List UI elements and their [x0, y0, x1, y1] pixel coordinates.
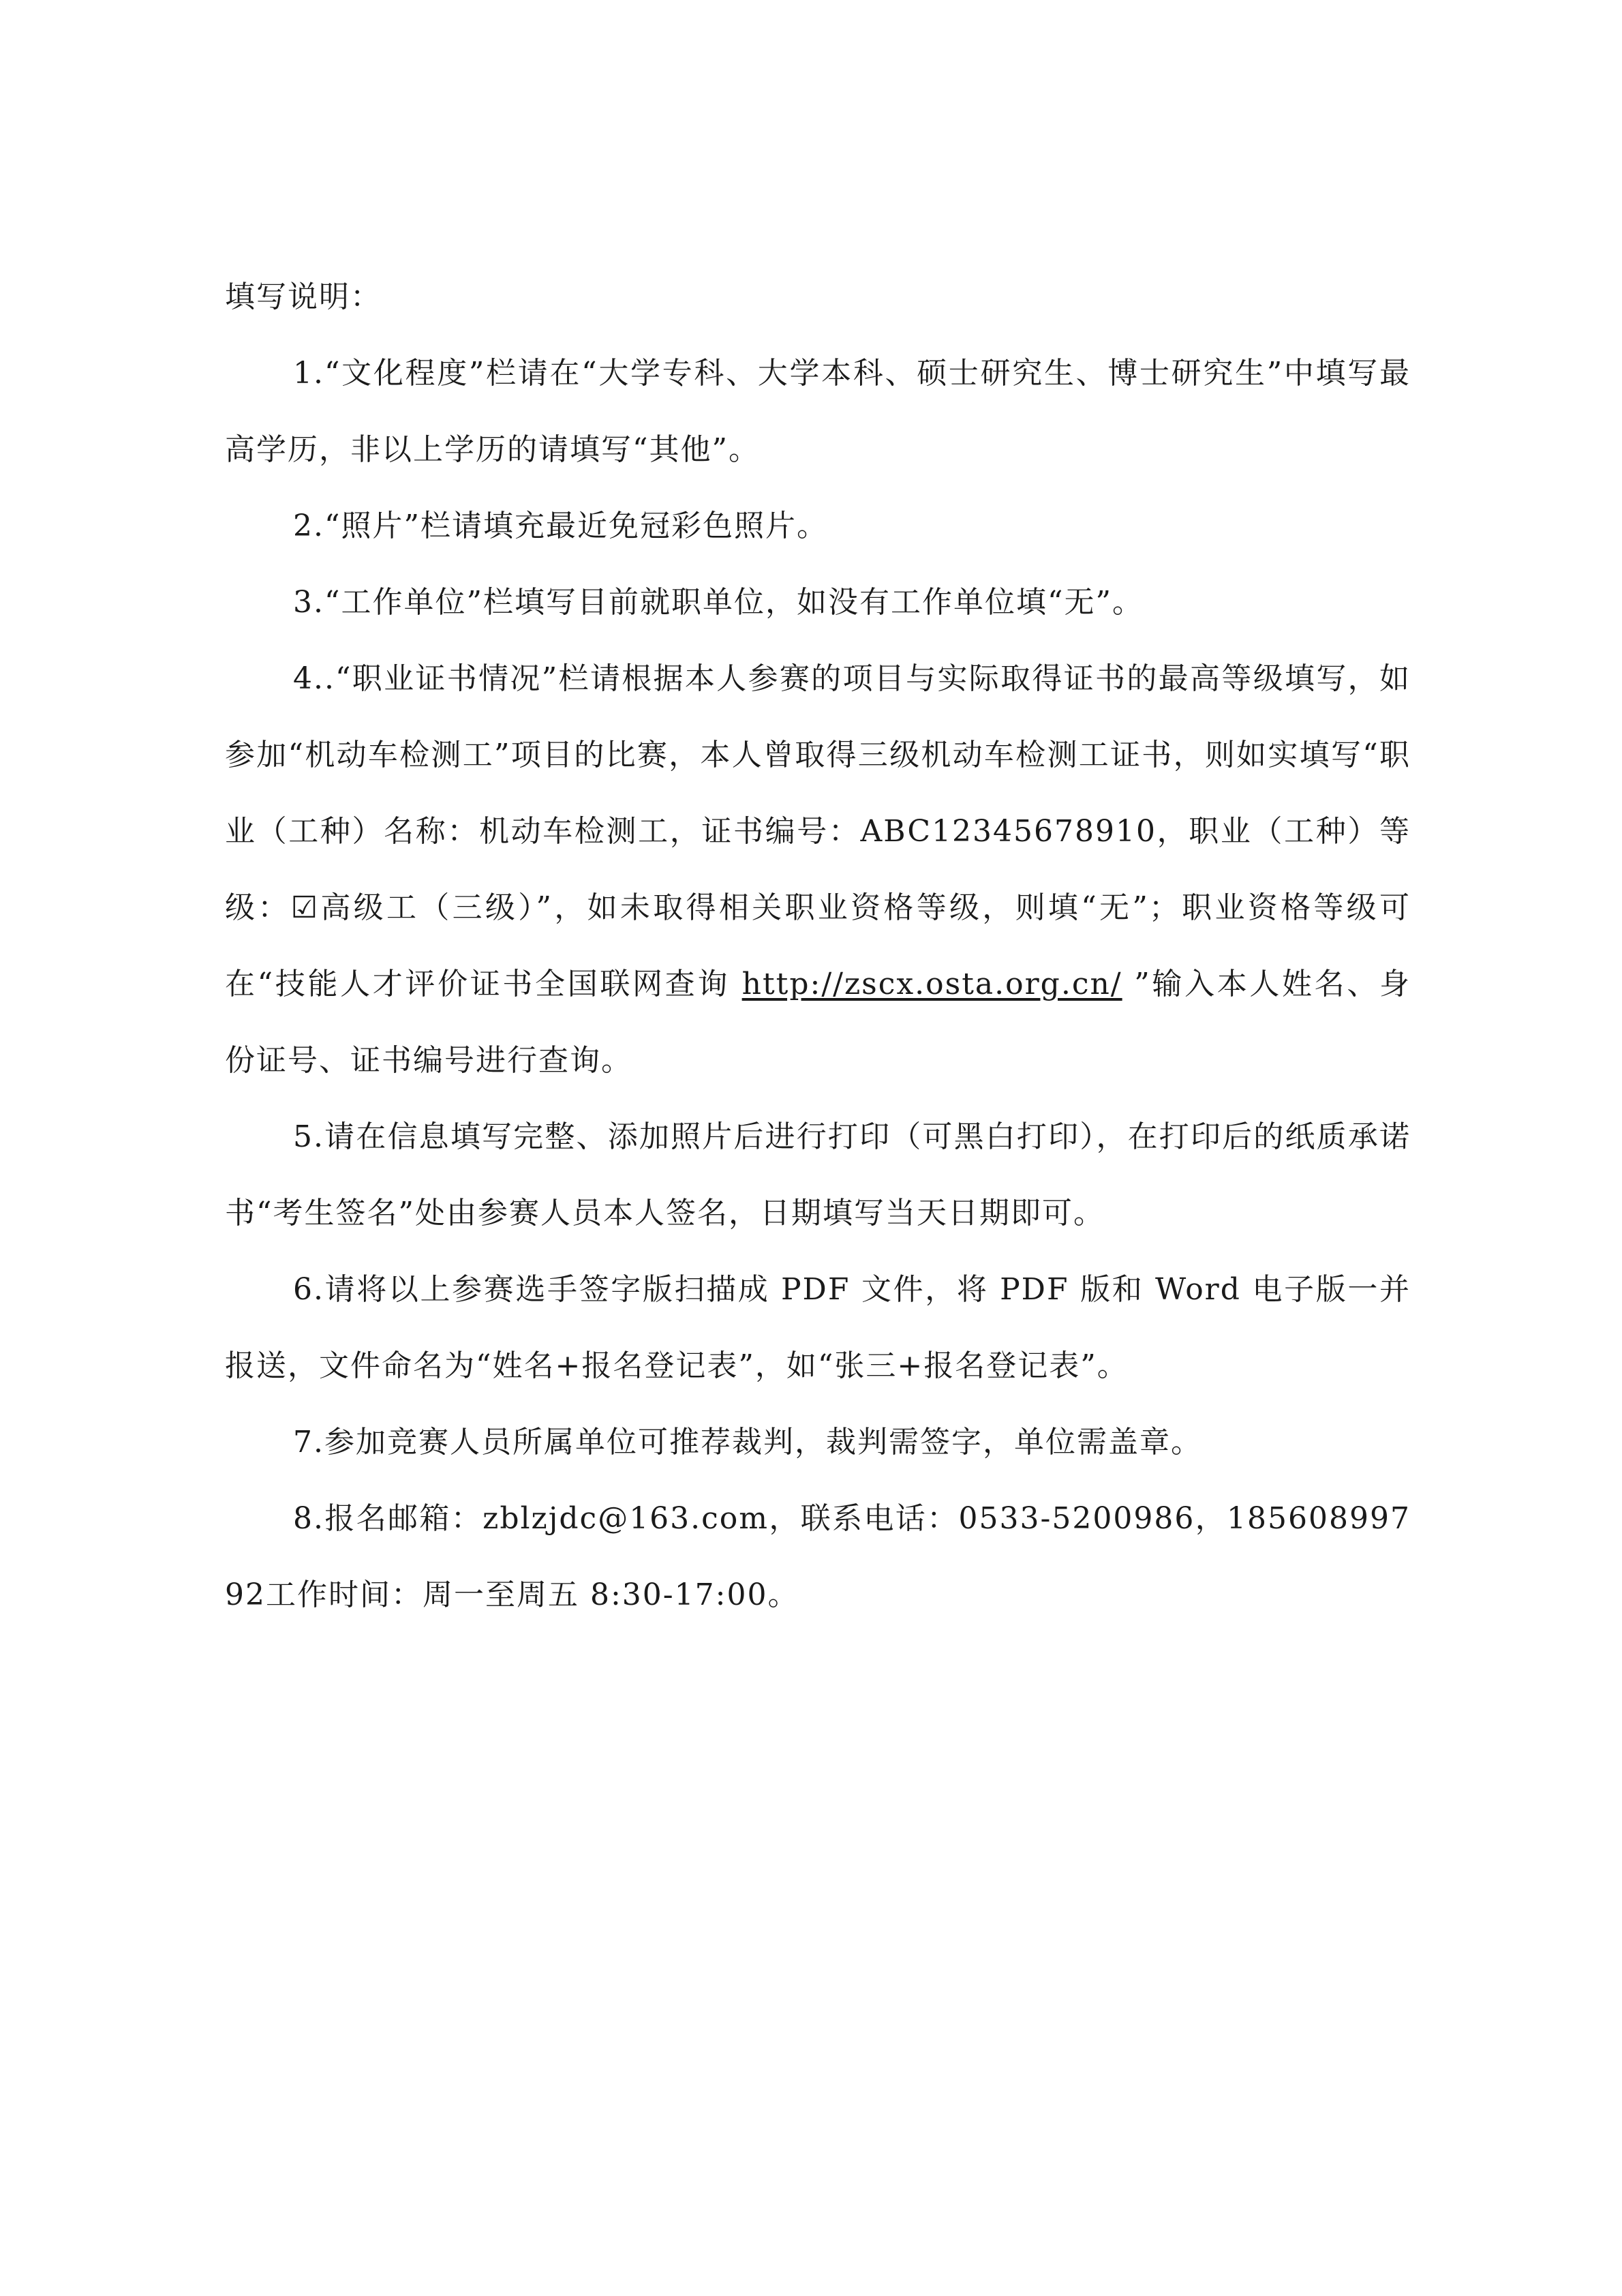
instruction-item-6: 6.请将以上参赛选手签字版扫描成 PDF 文件，将 PDF 版和 Word 电子版一并报送，文件命名为“姓名+报名登记表”，如“张三+报名登记表”。 — [225, 1272, 1411, 1383]
osta-query-link[interactable]: http://zscx.osta.org.cn/ — [741, 967, 1122, 1001]
instruction-item-5: 5.请在信息填写完整、添加照片后进行打印（可黑白打印），在打印后的纸质承诺书“考生签名”处由参赛人员本人签名，日期填写当天日期即可。 — [225, 1119, 1411, 1230]
instructions-section — [225, 259, 1411, 1633]
instruction-item-8: 8.报名邮箱：zblzjdc@163.com，联系电话：0533-5200986，18560899792工作时间：周一至周五 8:30-17:00。 — [225, 1501, 1411, 1612]
instruction-item-4-text-a: 4..“职业证书情况”栏请根据本人参赛的项目与实际取得证书的最高等级填写，如参加“机动车检测工”项目的比赛，本人曾取得三级机动车检测工证书，则如实填写“职业（工种）名称：机动车检测工，证书编号：ABC12345678910，职业（工种）等级：☑高级工（三级）”，如未取得相关职业资格等级，则填“无”；职业资格等级可在“技能人才评价证书全国联网查询 — [225, 661, 1411, 1001]
instruction-item-7: 7.参加竞赛人员所属单位可推荐裁判，裁判需签字，单位需盖章。 — [293, 1425, 1202, 1460]
instruction-item-4-text-b: ”输入本人姓名、身份证号、证书编号进行查询。 — [225, 967, 1411, 1078]
instruction-item-2: 2.“照片”栏请填充最近免冠彩色照片。 — [293, 509, 828, 543]
instruction-item-3: 3.“工作单位”栏填写目前就职单位，如没有工作单位填“无”。 — [293, 585, 1144, 620]
instruction-item-4 — [225, 641, 1411, 1099]
instruction-item-1: 1.“文化程度”栏请在“大学专科、大学本科、硕士研究生、博士研究生”中填写最高学历，非以上学历的请填写“其他”。 — [225, 356, 1411, 467]
instructions-heading: 填写说明： — [225, 280, 382, 314]
